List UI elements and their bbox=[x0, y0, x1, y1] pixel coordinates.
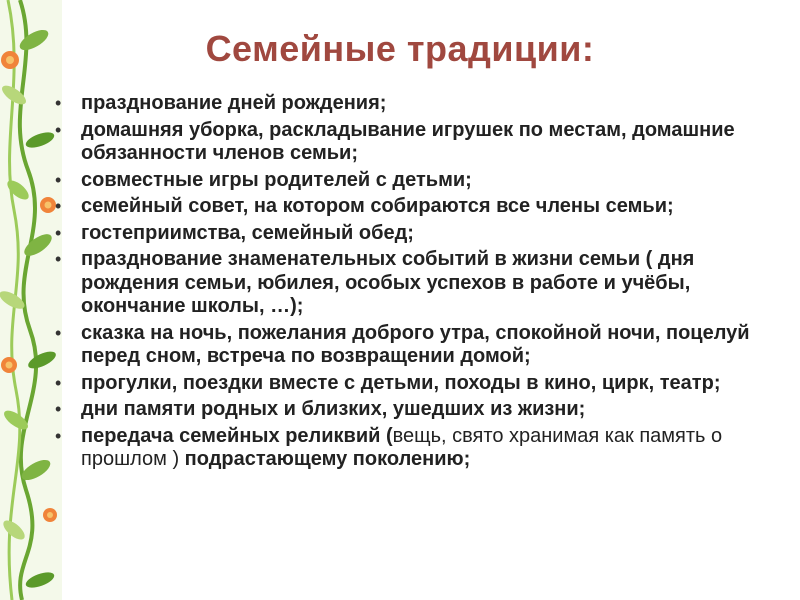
list-item-text: домашняя уборка, раскладывание игрушек по местам, домашние обязанности членов семьи; bbox=[81, 118, 735, 164]
list-item-text: празднование дней рождения; bbox=[81, 92, 387, 114]
floral-border bbox=[0, 0, 62, 600]
list-item-text: празднование знаменательных событий в жизни семьи ( дня рождения семьи, юбилея, особых успехов в работе и учёбы, окончание школы, …); bbox=[81, 248, 695, 317]
slide-title: Семейные традиции: bbox=[205, 28, 595, 69]
bullet-icon: • bbox=[55, 222, 62, 243]
list-item-text: гостеприимства, семейный обед; bbox=[81, 221, 414, 244]
list-item bbox=[55, 322, 770, 369]
list-item-text: сказка на ночь, пожелания доброго утра, спокойной ночи, поцелуй перед сном, встреча по возвращении домой; bbox=[81, 321, 750, 367]
bullet-icon: • bbox=[55, 249, 62, 269]
list-item-text: дни памяти родных и близких, ушедших из жизни; bbox=[81, 398, 586, 420]
bullet-icon: • bbox=[55, 169, 62, 190]
list-item bbox=[55, 425, 770, 472]
traditions-list bbox=[55, 92, 770, 475]
list-item bbox=[55, 372, 770, 396]
bullet-icon: • bbox=[55, 196, 62, 216]
list-item-text: семейный совет, на котором собираются все члены семьи; bbox=[81, 195, 674, 217]
list-item bbox=[55, 222, 770, 246]
list-item-text-bold-end: подрастающему поколению; bbox=[184, 448, 471, 470]
bullet-icon: • bbox=[55, 119, 62, 140]
list-item bbox=[55, 169, 770, 193]
list-item-text: прогулки, поездки вместе с детьми, походы в кино, цирк, театр; bbox=[81, 371, 721, 394]
list-item bbox=[55, 195, 770, 219]
list-item bbox=[55, 92, 770, 116]
bullet-icon: • bbox=[55, 372, 62, 393]
list-item bbox=[55, 119, 770, 166]
bullet-icon: • bbox=[55, 399, 62, 419]
list-item bbox=[55, 398, 770, 422]
list-item-text-normal: вещь, свято хранимая как память о прошлом ) bbox=[81, 424, 723, 470]
list-item bbox=[55, 248, 770, 319]
bullet-icon: • bbox=[55, 93, 62, 113]
bullet-icon: • bbox=[55, 425, 62, 446]
list-item-text: совместные игры родителей с детьми; bbox=[81, 168, 472, 191]
bullet-icon: • bbox=[55, 322, 62, 343]
list-item-text-bold: передача семейных реликвий ( bbox=[81, 424, 393, 447]
